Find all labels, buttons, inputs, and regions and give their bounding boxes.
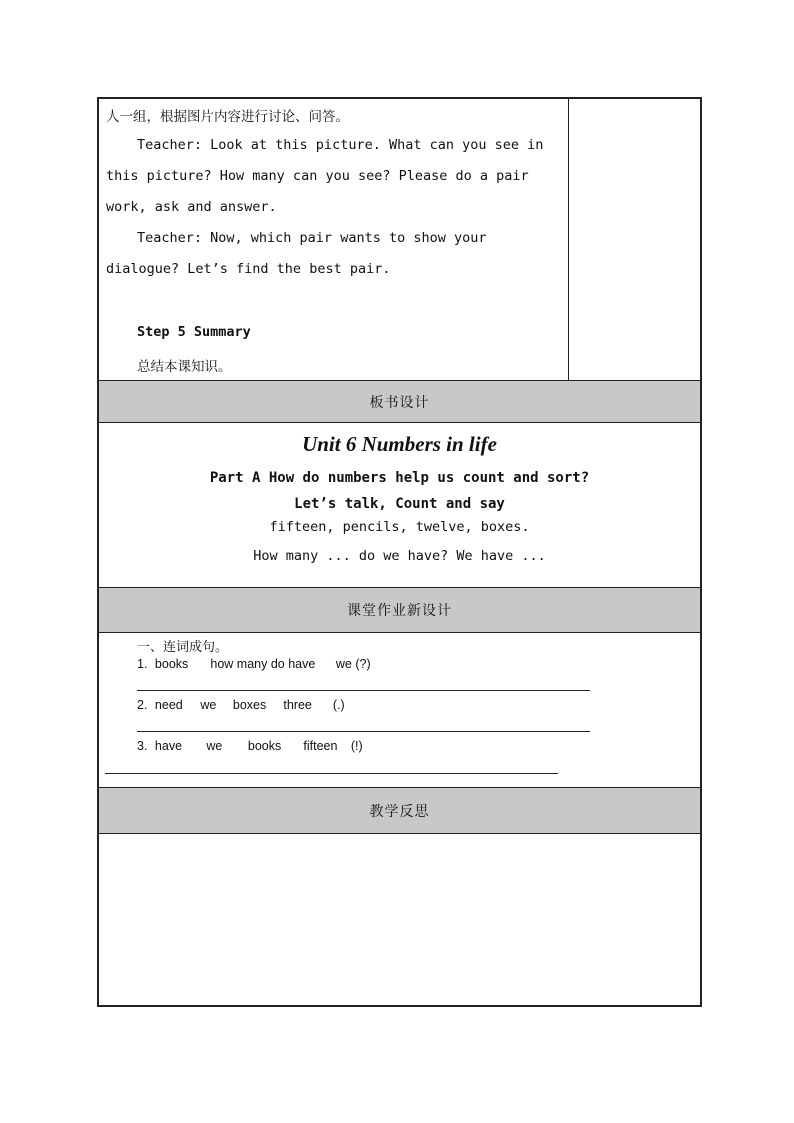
homework-title: 课堂作业新设计 (347, 603, 452, 619)
lesson-steps-cell (99, 99, 569, 381)
pattern-line: How many ... do we have? We have ... (253, 548, 546, 564)
item-word: we (?) (335, 657, 371, 671)
item-word: (!) (350, 739, 363, 753)
item-word: fifteen (303, 739, 338, 753)
answer-line-3[interactable] (105, 773, 558, 774)
item-word: books (247, 739, 282, 753)
item-number: 1. (137, 657, 148, 671)
teacher-line-1a: Teacher: Look at this picture. What can you see in (137, 137, 544, 153)
homework-header (99, 587, 700, 633)
teacher-line-2a: Teacher: Now, which pair wants to show your (137, 230, 487, 246)
board-design-title: 板书设计 (369, 394, 430, 411)
teacher-line-2b: dialogue? Let’s find the best pair. (106, 261, 391, 277)
lesson-steps-section (99, 99, 700, 381)
item-word: (.) (332, 698, 345, 712)
board-design-header (99, 380, 700, 423)
reflection-area[interactable] (99, 834, 700, 1005)
step5-text: 总结本课知识。 (137, 359, 232, 375)
answer-line-1[interactable] (137, 690, 590, 691)
item-word: boxes (232, 698, 267, 712)
item-word: how many do have (210, 657, 316, 671)
item-number: 3. (137, 739, 148, 753)
homework-instruction: 一、连词成句。 (137, 640, 229, 655)
teacher-line-1c: work, ask and answer. (106, 199, 277, 215)
item-word: three (283, 698, 312, 712)
reflection-header (99, 787, 700, 834)
unit-title: Unit 6 Numbers in life (302, 432, 497, 456)
homework-item-2 (137, 698, 345, 712)
lesson-plan-table (97, 97, 702, 1007)
homework-section (99, 633, 700, 787)
teacher-line-1b: this picture? How many can you see? Please do a pair (106, 168, 529, 184)
item-number: 2. (137, 698, 148, 712)
item-word: have (154, 739, 183, 753)
item-word: books (154, 657, 189, 671)
item-word: need (154, 698, 183, 712)
reflection-title: 教学反思 (369, 803, 430, 820)
homework-item-3 (137, 739, 363, 753)
step5-title: Step 5 Summary (137, 324, 251, 340)
talk-line: Let’s talk, Count and say (294, 496, 505, 512)
item-word: we (200, 698, 217, 712)
part-line: Part A How do numbers help us count and sort? (209, 470, 590, 486)
homework-item-1 (137, 657, 371, 671)
board-design-section (99, 423, 700, 587)
intro-line: 人一组，根据图片内容进行讨论、问答。 (106, 109, 349, 125)
item-word: we (206, 739, 223, 753)
answer-line-2[interactable] (137, 731, 590, 732)
words-line: fifteen, pencils, twelve, boxes. (269, 519, 530, 535)
